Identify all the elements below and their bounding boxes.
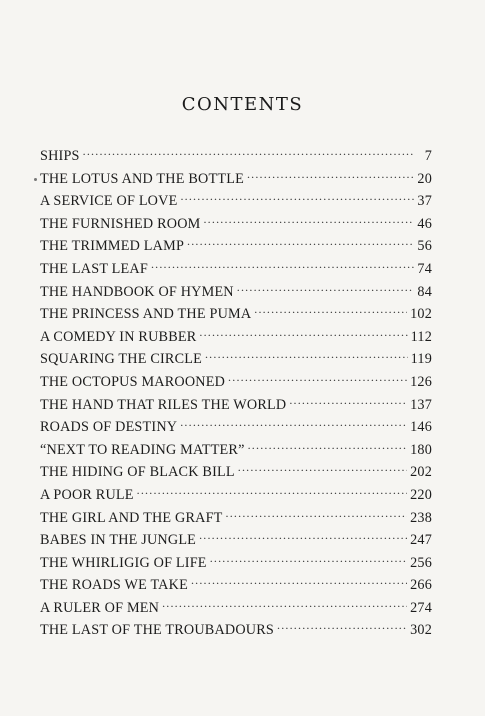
toc-entry — [40, 530, 432, 553]
toc-entry — [40, 349, 432, 372]
dot-leader — [151, 259, 414, 273]
toc-entry — [40, 508, 432, 531]
toc-entry — [40, 575, 432, 598]
toc-entry-page-number: 266 — [410, 577, 432, 594]
toc-entry-page-number: 37 — [417, 193, 432, 210]
dot-leader — [205, 349, 408, 363]
toc-entry-title: A RULER OF MEN — [40, 599, 160, 616]
toc-entry — [40, 282, 432, 305]
dot-leader — [199, 327, 407, 341]
toc-entry-page-number: 302 — [410, 622, 432, 639]
dot-leader — [237, 282, 415, 296]
toc-entry-page-number: 112 — [410, 328, 432, 345]
toc-entry-title: THE FURNISHED ROOM — [40, 215, 201, 232]
toc-entry-page-number: 56 — [417, 238, 432, 255]
toc-entry-title: THE PRINCESS AND THE PUMA — [40, 306, 252, 323]
toc-entry-title: THE LOTUS AND THE BOTTLE — [40, 170, 244, 187]
toc-entry-page-number: 84 — [417, 283, 432, 300]
toc-entry-title: SHIPS — [40, 148, 80, 164]
dot-leader — [137, 485, 407, 499]
toc-entry — [40, 214, 432, 237]
dot-leader — [210, 553, 407, 567]
toc-entry-title: THE WHIRLIGIG OF LIFE — [40, 554, 207, 571]
toc-entry-title: THE GIRL AND THE GRAFT — [40, 509, 223, 526]
dot-leader — [226, 508, 408, 522]
toc-entry — [40, 169, 432, 192]
toc-entry — [40, 191, 432, 214]
dot-leader — [228, 372, 407, 386]
toc-entry — [40, 620, 432, 643]
toc-entry — [40, 462, 432, 485]
toc-entry-page-number: 180 — [410, 441, 432, 458]
toc-entry — [40, 327, 432, 350]
toc-entry-title: A POOR RULE — [40, 486, 134, 503]
toc-entry — [40, 236, 432, 259]
dot-leader — [203, 214, 414, 228]
dot-leader — [238, 462, 407, 476]
dot-leader — [248, 440, 408, 454]
toc-entry — [40, 553, 432, 576]
toc-entry-page-number: 7 — [424, 148, 432, 164]
toc-entry — [40, 372, 432, 395]
toc-entry-title: THE OCTOPUS MAROONED — [40, 373, 226, 390]
toc-entry-title: THE HANDBOOK OF HYMEN — [40, 283, 234, 300]
dot-leader — [191, 575, 407, 589]
toc-entry — [40, 395, 432, 418]
dot-leader — [289, 395, 407, 409]
toc-entry-page-number: 46 — [417, 215, 432, 232]
toc-entry-title: THE LAST OF THE TROUBADOURS — [40, 622, 274, 639]
dot-leader — [187, 236, 414, 250]
toc-entry-title: ROADS OF DESTINY — [40, 419, 178, 436]
toc-entry-page-number: 274 — [410, 599, 432, 616]
dot-leader — [83, 146, 415, 160]
toc-entry-page-number: 126 — [410, 373, 432, 390]
dot-leader — [180, 417, 407, 431]
toc-entry-title: THE TRIMMED LAMP — [40, 238, 185, 255]
toc-entry-title: THE HAND THAT RILES THE WORLD — [40, 396, 287, 413]
toc-entry-page-number: 256 — [410, 554, 432, 571]
dot-leader — [180, 191, 414, 205]
toc-entry — [40, 304, 432, 327]
toc-entry — [40, 440, 432, 463]
toc-entry-page-number: 220 — [410, 486, 432, 503]
toc-entry-page-number: 102 — [410, 306, 432, 323]
toc-entry-title: A SERVICE OF LOVE — [40, 193, 178, 210]
toc-entry — [40, 259, 432, 282]
toc-entry — [40, 485, 432, 508]
toc-entry-title: THE ROADS WE TAKE — [40, 577, 188, 594]
toc-entry-title: THE HIDING OF BLACK BILL — [40, 464, 235, 481]
toc-entry-page-number: 119 — [410, 351, 432, 368]
toc-entry-page-number: 20 — [417, 170, 432, 187]
toc-entry — [40, 598, 432, 621]
toc-entry-page-number: 238 — [410, 509, 432, 526]
toc-entry-title: A COMEDY IN RUBBER — [40, 328, 197, 345]
table-of-contents — [40, 146, 432, 643]
toc-entry-title: “NEXT TO READING MATTER” — [40, 441, 245, 458]
dot-leader — [254, 304, 407, 318]
dot-leader — [277, 620, 407, 634]
toc-entry-title: THE LAST LEAF — [40, 260, 148, 277]
dot-leader — [199, 530, 407, 544]
toc-entry-title: BABES IN THE JUNGLE — [40, 532, 197, 549]
toc-entry — [40, 417, 432, 440]
contents-heading: CONTENTS — [181, 94, 304, 115]
toc-entry-page-number: 74 — [417, 260, 432, 277]
dot-leader — [162, 598, 407, 612]
toc-entry-page-number: 137 — [410, 396, 432, 413]
toc-entry-page-number: 247 — [410, 532, 432, 549]
toc-entry-title: SQUARING THE CIRCLE — [40, 351, 202, 368]
toc-entry-page-number: 202 — [410, 464, 432, 481]
toc-entry — [40, 146, 432, 169]
dot-leader — [247, 169, 414, 183]
toc-entry-page-number: 146 — [410, 419, 432, 436]
print-speck — [34, 178, 37, 181]
